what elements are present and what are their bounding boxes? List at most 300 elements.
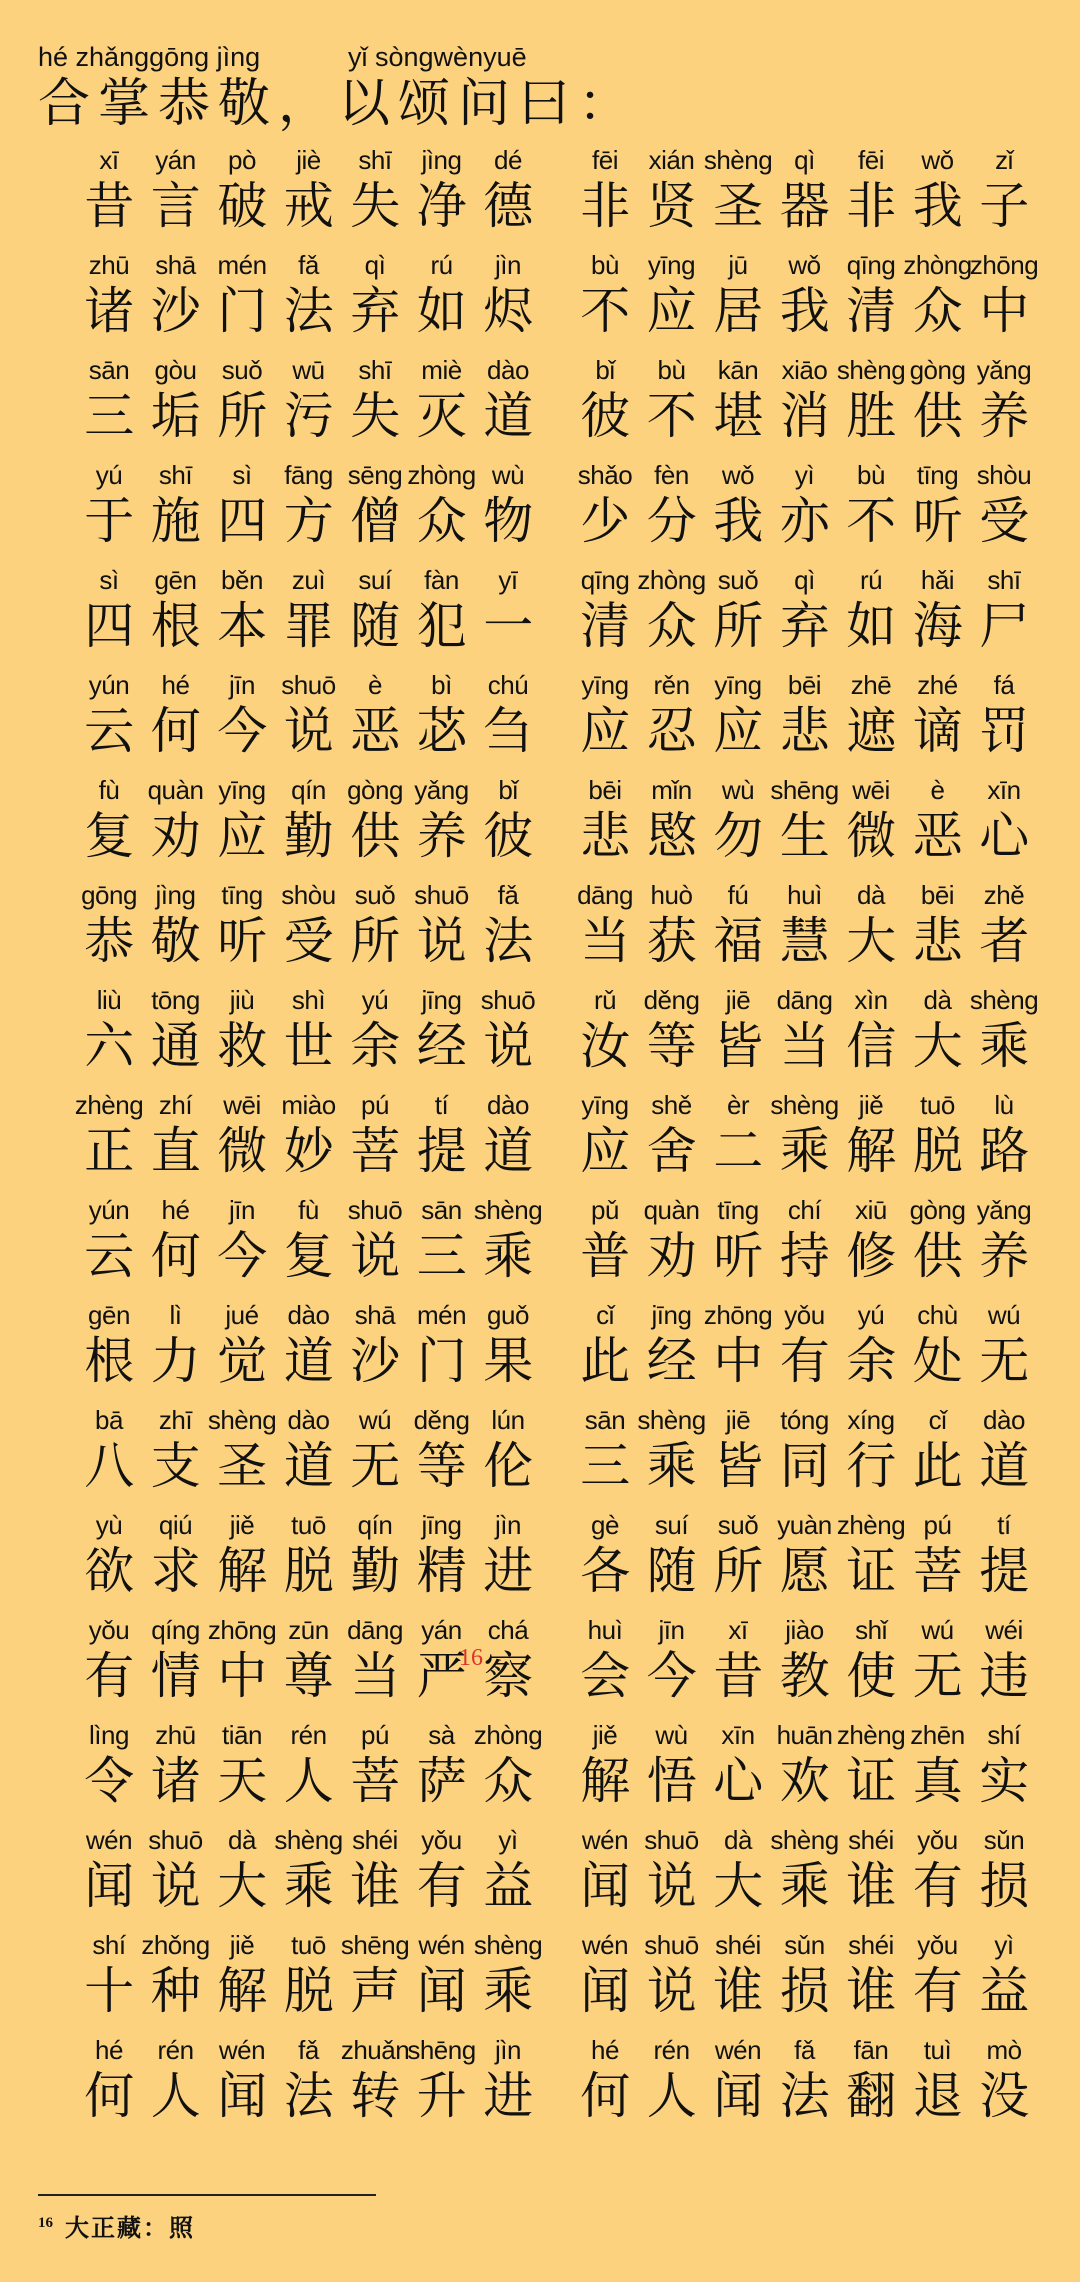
- pinyin: yì: [994, 1930, 1014, 1960]
- pinyin: jiě: [858, 1090, 884, 1120]
- hanzi: 养: [416, 807, 467, 865]
- hanzi: 清: [580, 597, 631, 655]
- character-cell: [475, 1929, 542, 2034]
- pinyin: jiē: [725, 1405, 751, 1435]
- hanzi: 支: [150, 1437, 201, 1495]
- verse-line-right: [572, 2034, 1038, 2139]
- pinyin: qiú: [158, 1510, 193, 1540]
- pinyin: yǒu: [917, 1930, 958, 1960]
- verse-line-right: [572, 1194, 1038, 1299]
- pinyin: wǒ: [721, 460, 755, 490]
- pinyin: zhēn: [910, 1720, 965, 1750]
- hanzi: 余: [846, 1332, 897, 1390]
- pinyin: zhí: [158, 1090, 193, 1120]
- pinyin: suí: [654, 1510, 689, 1540]
- pinyin: mǐn: [651, 775, 692, 805]
- verse-row: [0, 1719, 1080, 1824]
- hanzi: 正: [84, 1122, 135, 1180]
- pinyin: dà: [923, 985, 952, 1015]
- hanzi: 所: [350, 912, 401, 970]
- hanzi: 乘: [283, 1857, 334, 1915]
- pinyin: shuō: [644, 1825, 699, 1855]
- hanzi: 谪: [912, 702, 963, 760]
- pinyin: huān: [776, 1720, 833, 1750]
- character-cell: [475, 774, 542, 879]
- character-cell: [475, 1299, 542, 1404]
- hanzi: 听: [912, 492, 963, 550]
- character-cell: [971, 984, 1038, 1089]
- pinyin: tí: [434, 1090, 449, 1120]
- pinyin: wén: [218, 2035, 266, 2065]
- hanzi: 大: [713, 1857, 764, 1915]
- pinyin: yú: [95, 460, 123, 490]
- hanzi: 本: [217, 597, 268, 655]
- pinyin: kān: [717, 355, 759, 385]
- hanzi: 居: [713, 282, 764, 340]
- pinyin: cǐ: [928, 1405, 947, 1435]
- hanzi: 救: [217, 1017, 268, 1075]
- pinyin: wén: [581, 1930, 629, 1960]
- pinyin: jìn: [495, 250, 521, 280]
- pinyin: tuō: [920, 1090, 955, 1120]
- hanzi: 于: [84, 492, 135, 550]
- hanzi: 随: [646, 1542, 697, 1600]
- pinyin: yán: [421, 1615, 462, 1645]
- pinyin: zhē: [850, 670, 892, 700]
- hanzi: 恭: [84, 912, 135, 970]
- hanzi: 路: [979, 1122, 1030, 1180]
- hanzi: 净: [416, 177, 467, 235]
- hanzi: 诸: [84, 282, 135, 340]
- verse-line-right: [572, 1299, 1038, 1404]
- verse-line-left: [76, 249, 542, 354]
- pinyin: dào: [287, 1405, 330, 1435]
- hanzi: 同: [779, 1437, 830, 1495]
- verse-row: [0, 1929, 1080, 2034]
- hanzi: 求: [150, 1542, 201, 1600]
- character-cell: [475, 249, 542, 354]
- footnote-text: 大正藏：照: [65, 2213, 195, 2242]
- intro-pinyin: [38, 40, 638, 74]
- hanzi: 何: [580, 2067, 631, 2125]
- hanzi: 悟: [646, 1752, 697, 1810]
- hanzi: 愍: [646, 807, 697, 865]
- pinyin: jīng: [651, 1300, 692, 1330]
- hanzi: 当: [580, 912, 631, 970]
- pinyin: mén: [416, 1300, 467, 1330]
- pinyin: gōng: [81, 880, 137, 910]
- hanzi: 非: [580, 177, 631, 235]
- hanzi: 违: [979, 1647, 1030, 1705]
- hanzi: 圣: [217, 1437, 268, 1495]
- hanzi: 说: [416, 912, 467, 970]
- pinyin: shuō: [414, 880, 469, 910]
- hanzi: 闻: [416, 1962, 467, 2020]
- hanzi: 觉: [217, 1332, 268, 1390]
- pinyin: jiě: [229, 1510, 255, 1540]
- pinyin: qīng: [580, 565, 630, 595]
- pinyin: shèng: [836, 355, 906, 385]
- verse-line-left: [76, 1614, 542, 1719]
- pinyin: tí: [997, 1510, 1011, 1540]
- pinyin: jiě: [229, 1930, 255, 1960]
- pinyin: bù: [657, 355, 686, 385]
- hanzi: 何: [150, 1227, 201, 1285]
- hanzi: 谁: [846, 1962, 897, 2020]
- hanzi: 大: [217, 1857, 268, 1915]
- hanzi: 精: [416, 1542, 467, 1600]
- pinyin: yīng: [714, 670, 762, 700]
- hanzi: 我: [912, 177, 963, 235]
- hanzi: 汝: [580, 1017, 631, 1075]
- pinyin: jīng: [421, 1510, 462, 1540]
- hanzi: 三: [580, 1437, 631, 1495]
- hanzi: 门: [217, 282, 268, 340]
- hanzi: 如: [416, 282, 467, 340]
- pinyin: shě: [651, 1090, 692, 1120]
- hanzi: 没: [979, 2067, 1030, 2125]
- hanzi: 养: [979, 387, 1030, 445]
- hanzi: 令: [84, 1752, 135, 1810]
- character-cell: [971, 1509, 1038, 1614]
- hanzi: 乘: [483, 1962, 534, 2020]
- verse-line-left: [76, 774, 542, 879]
- hanzi: 恶: [350, 702, 401, 760]
- hanzi: 劝: [646, 1227, 697, 1285]
- hanzi: 犯: [416, 597, 467, 655]
- pinyin: yǎng: [976, 1195, 1032, 1225]
- hanzi: 中: [713, 1332, 764, 1390]
- pinyin: jū: [728, 250, 748, 280]
- hanzi: 无: [350, 1437, 401, 1495]
- pinyin: yún: [88, 1195, 130, 1225]
- pinyin: hé: [161, 670, 190, 700]
- hanzi: 沙: [150, 282, 201, 340]
- pinyin: xìn: [854, 985, 888, 1015]
- pinyin: lù: [994, 1090, 1014, 1120]
- hanzi: 弃: [779, 597, 830, 655]
- hanzi: 清: [846, 282, 897, 340]
- pinyin: shèng: [637, 1405, 706, 1435]
- hanzi: 弃: [350, 282, 401, 340]
- hanzi: 天: [217, 1752, 268, 1810]
- hanzi: 昔: [84, 177, 135, 235]
- hanzi: 有: [779, 1332, 830, 1390]
- hanzi: 世: [283, 1017, 334, 1075]
- hanzi: 应: [646, 282, 697, 340]
- pinyin: tiān: [222, 1720, 262, 1750]
- hanzi: 诸: [150, 1752, 201, 1810]
- pinyin: gè: [591, 1510, 619, 1540]
- pinyin: suǒ: [717, 565, 759, 595]
- pinyin: sǔn: [784, 1930, 825, 1960]
- hanzi: 提: [416, 1122, 467, 1180]
- pinyin: zhèng: [836, 1720, 906, 1750]
- pinyin: fǎ: [298, 2035, 319, 2065]
- hanzi: 彼: [580, 387, 631, 445]
- pinyin: dà: [857, 880, 885, 910]
- verse-line-left: [76, 879, 542, 984]
- pinyin: sān: [421, 1195, 462, 1225]
- verse-row: [0, 354, 1080, 459]
- hanzi: 供: [912, 1227, 963, 1285]
- character-cell: [475, 564, 542, 669]
- pinyin: fāng: [284, 460, 333, 490]
- hanzi: 欢: [779, 1752, 830, 1810]
- pinyin: bā: [95, 1405, 123, 1435]
- hanzi: 无: [912, 1647, 963, 1705]
- pinyin: liù: [96, 985, 122, 1015]
- hanzi: 经: [646, 1332, 697, 1390]
- verse-line-left: [76, 984, 542, 1089]
- hanzi: 随: [350, 597, 401, 655]
- hanzi: 此: [580, 1332, 631, 1390]
- pinyin: lún: [491, 1405, 525, 1435]
- pinyin: zhǒng: [141, 1930, 210, 1960]
- pinyin: pò: [228, 145, 256, 175]
- hanzi: 众: [912, 282, 963, 340]
- pinyin: bǐ: [595, 355, 615, 385]
- hanzi: 持: [779, 1227, 830, 1285]
- hanzi: 当: [350, 1647, 401, 1705]
- hanzi: 证: [846, 1542, 897, 1600]
- hanzi: 解: [846, 1122, 897, 1180]
- pinyin: wén: [418, 1930, 465, 1960]
- character-cell: [971, 1719, 1038, 1824]
- pinyin: gòng: [909, 355, 966, 385]
- pinyin: suí: [358, 565, 392, 595]
- pinyin: xián: [648, 145, 695, 175]
- verse-line-left: [76, 1404, 542, 1509]
- hanzi: 沙: [350, 1332, 401, 1390]
- hanzi: 说: [646, 1857, 697, 1915]
- hanzi: 消: [779, 387, 830, 445]
- pinyin: shī: [987, 565, 1021, 595]
- hanzi: 道: [283, 1437, 334, 1495]
- pinyin: jìn: [495, 2035, 521, 2065]
- hanzi: 会: [580, 1647, 631, 1705]
- pinyin: yì: [498, 1825, 518, 1855]
- verse-line-right: [572, 564, 1038, 669]
- pinyin: shèng: [207, 1405, 277, 1435]
- pinyin: miè: [421, 355, 462, 385]
- hanzi: 勤: [350, 1542, 401, 1600]
- verse-row: [0, 1194, 1080, 1299]
- pinyin: jué: [225, 1300, 259, 1330]
- hanzi: 我: [713, 492, 764, 550]
- hanzi: 行: [846, 1437, 897, 1495]
- hanzi: 悲: [779, 702, 830, 760]
- pinyin: huò: [650, 880, 693, 910]
- pinyin: qì: [794, 565, 815, 595]
- hanzi: 脱: [912, 1122, 963, 1180]
- verse-row: [0, 879, 1080, 984]
- pinyin: yīng: [581, 1090, 629, 1120]
- hanzi: 六: [84, 1017, 135, 1075]
- hanzi: 彼: [483, 807, 534, 865]
- pinyin: fù: [298, 1195, 319, 1225]
- hanzi: 大: [846, 912, 897, 970]
- hanzi: 通: [150, 1017, 201, 1075]
- pinyin: wù: [655, 1720, 688, 1750]
- hanzi: 普: [580, 1227, 631, 1285]
- character-cell: [475, 2034, 542, 2139]
- hanzi: 中: [217, 1647, 268, 1705]
- hanzi: 使: [846, 1647, 897, 1705]
- pinyin: shèng: [473, 1930, 543, 1960]
- pinyin: zhòng: [407, 460, 476, 490]
- hanzi: 悲: [580, 807, 631, 865]
- hanzi: 解: [580, 1752, 631, 1810]
- hanzi: 当: [779, 1017, 830, 1075]
- hanzi: 人: [150, 2067, 201, 2125]
- pinyin: yù: [95, 1510, 123, 1540]
- pinyin: wǒ: [788, 250, 821, 280]
- hanzi: 破: [217, 177, 268, 235]
- pinyin: jīng: [421, 985, 462, 1015]
- pinyin: shā: [354, 1300, 396, 1330]
- character-cell: [475, 879, 542, 984]
- hanzi: 一: [483, 597, 534, 655]
- footnote-divider: [38, 2194, 376, 2196]
- hanzi: 种: [150, 1962, 201, 2020]
- pinyin: jīn: [229, 1195, 255, 1225]
- pinyin: qì: [794, 145, 815, 175]
- pinyin: dà: [228, 1825, 256, 1855]
- hanzi: 众: [416, 492, 467, 550]
- hanzi: 复: [283, 1227, 334, 1285]
- pinyin: tuō: [291, 1510, 326, 1540]
- hanzi: 证: [846, 1752, 897, 1810]
- hanzi: 道: [483, 387, 534, 445]
- pinyin: tóng: [780, 1405, 829, 1435]
- hanzi: 何: [84, 2067, 135, 2125]
- pinyin: mén: [217, 250, 267, 280]
- pinyin: děng: [413, 1405, 470, 1435]
- hanzi: 说: [350, 1227, 401, 1285]
- pinyin: yǎng: [414, 775, 469, 805]
- intro-pinyin-part-a: hé zhǎnggōng jìng: [38, 42, 261, 72]
- pinyin: huì: [787, 880, 822, 910]
- hanzi: 今: [217, 702, 268, 760]
- intro-line: [38, 40, 638, 136]
- pinyin: wú: [358, 1405, 392, 1435]
- pinyin: lì: [169, 1300, 182, 1330]
- verse-line-left: [76, 1299, 542, 1404]
- hanzi: 提: [979, 1542, 1030, 1600]
- hanzi: 众: [483, 1752, 534, 1810]
- hanzi: 说: [646, 1962, 697, 2020]
- hanzi: 云: [84, 702, 135, 760]
- character-cell: [971, 669, 1038, 774]
- hanzi: 声: [350, 1962, 401, 2020]
- pinyin: tīng: [916, 460, 959, 490]
- hanzi: 器: [779, 177, 830, 235]
- pinyin: dào: [487, 355, 529, 385]
- pinyin: yǒu: [421, 1825, 462, 1855]
- character-cell: [971, 564, 1038, 669]
- verse-line-right: [572, 879, 1038, 984]
- pinyin: xī: [728, 1615, 748, 1645]
- hanzi: 无: [979, 1332, 1030, 1390]
- pinyin: zhèng: [836, 1510, 906, 1540]
- hanzi: 苾: [416, 702, 467, 760]
- pinyin: xiū: [855, 1195, 887, 1225]
- hanzi: 严: [416, 1647, 467, 1705]
- pinyin: yú: [361, 985, 389, 1015]
- hanzi: 根: [150, 597, 201, 655]
- footnote: [38, 2208, 195, 2243]
- hanzi: 教: [779, 1647, 830, 1705]
- character-cell: [971, 1824, 1038, 1929]
- pinyin: pú: [923, 1510, 952, 1540]
- pinyin: tīng: [221, 880, 263, 910]
- character-cell: [971, 1194, 1038, 1299]
- hanzi: 解: [217, 1962, 268, 2020]
- pinyin: shéi: [848, 1930, 894, 1960]
- pinyin: gēn: [88, 1300, 130, 1330]
- verse-row: [0, 564, 1080, 669]
- verse-line-left: [76, 144, 542, 249]
- pinyin: yǒu: [88, 1615, 130, 1645]
- character-cell: [475, 1614, 542, 1719]
- character-cell: [971, 2034, 1038, 2139]
- hanzi: 失: [350, 177, 401, 235]
- hanzi: 获: [646, 912, 697, 970]
- verse-line-right: [572, 669, 1038, 774]
- hanzi: 复: [84, 807, 135, 865]
- hanzi: 法: [283, 282, 334, 340]
- pinyin: wéi: [985, 1615, 1023, 1645]
- hanzi: 微: [217, 1122, 268, 1180]
- hanzi: 灭: [416, 387, 467, 445]
- hanzi: 者: [979, 912, 1030, 970]
- verse-row: [0, 144, 1080, 249]
- hanzi: 舍: [646, 1122, 697, 1180]
- character-cell: [971, 1299, 1038, 1404]
- hanzi: 方: [283, 492, 334, 550]
- pinyin: shèng: [703, 145, 773, 175]
- verse-row: [0, 1824, 1080, 1929]
- pinyin: shéi: [352, 1825, 398, 1855]
- pinyin: shòu: [281, 880, 336, 910]
- hanzi: 不: [846, 492, 897, 550]
- pinyin: rú: [430, 250, 453, 280]
- hanzi: 所: [713, 1542, 764, 1600]
- hanzi: 贤: [646, 177, 697, 235]
- pinyin: sān: [584, 1405, 626, 1435]
- hanzi: 圣: [713, 177, 764, 235]
- hanzi: 分: [646, 492, 697, 550]
- hanzi: 听: [713, 1227, 764, 1285]
- character-cell: [971, 249, 1038, 354]
- hanzi: 各: [580, 1542, 631, 1600]
- pinyin: yǎng: [976, 355, 1032, 385]
- hanzi: 应: [713, 702, 764, 760]
- pinyin: shèng: [770, 1825, 839, 1855]
- hanzi: 言: [150, 177, 201, 235]
- hanzi: 皆: [713, 1017, 764, 1075]
- pinyin: zhòng: [637, 565, 706, 595]
- hanzi: 处: [912, 1332, 963, 1390]
- hanzi: 刍: [483, 702, 534, 760]
- hanzi: 应: [217, 807, 268, 865]
- verse-row: [0, 2034, 1080, 2139]
- pinyin: shèng: [969, 985, 1039, 1015]
- verse-line-left: [76, 1824, 542, 1929]
- verse-line-right: [572, 774, 1038, 879]
- hanzi: 谁: [713, 1962, 764, 2020]
